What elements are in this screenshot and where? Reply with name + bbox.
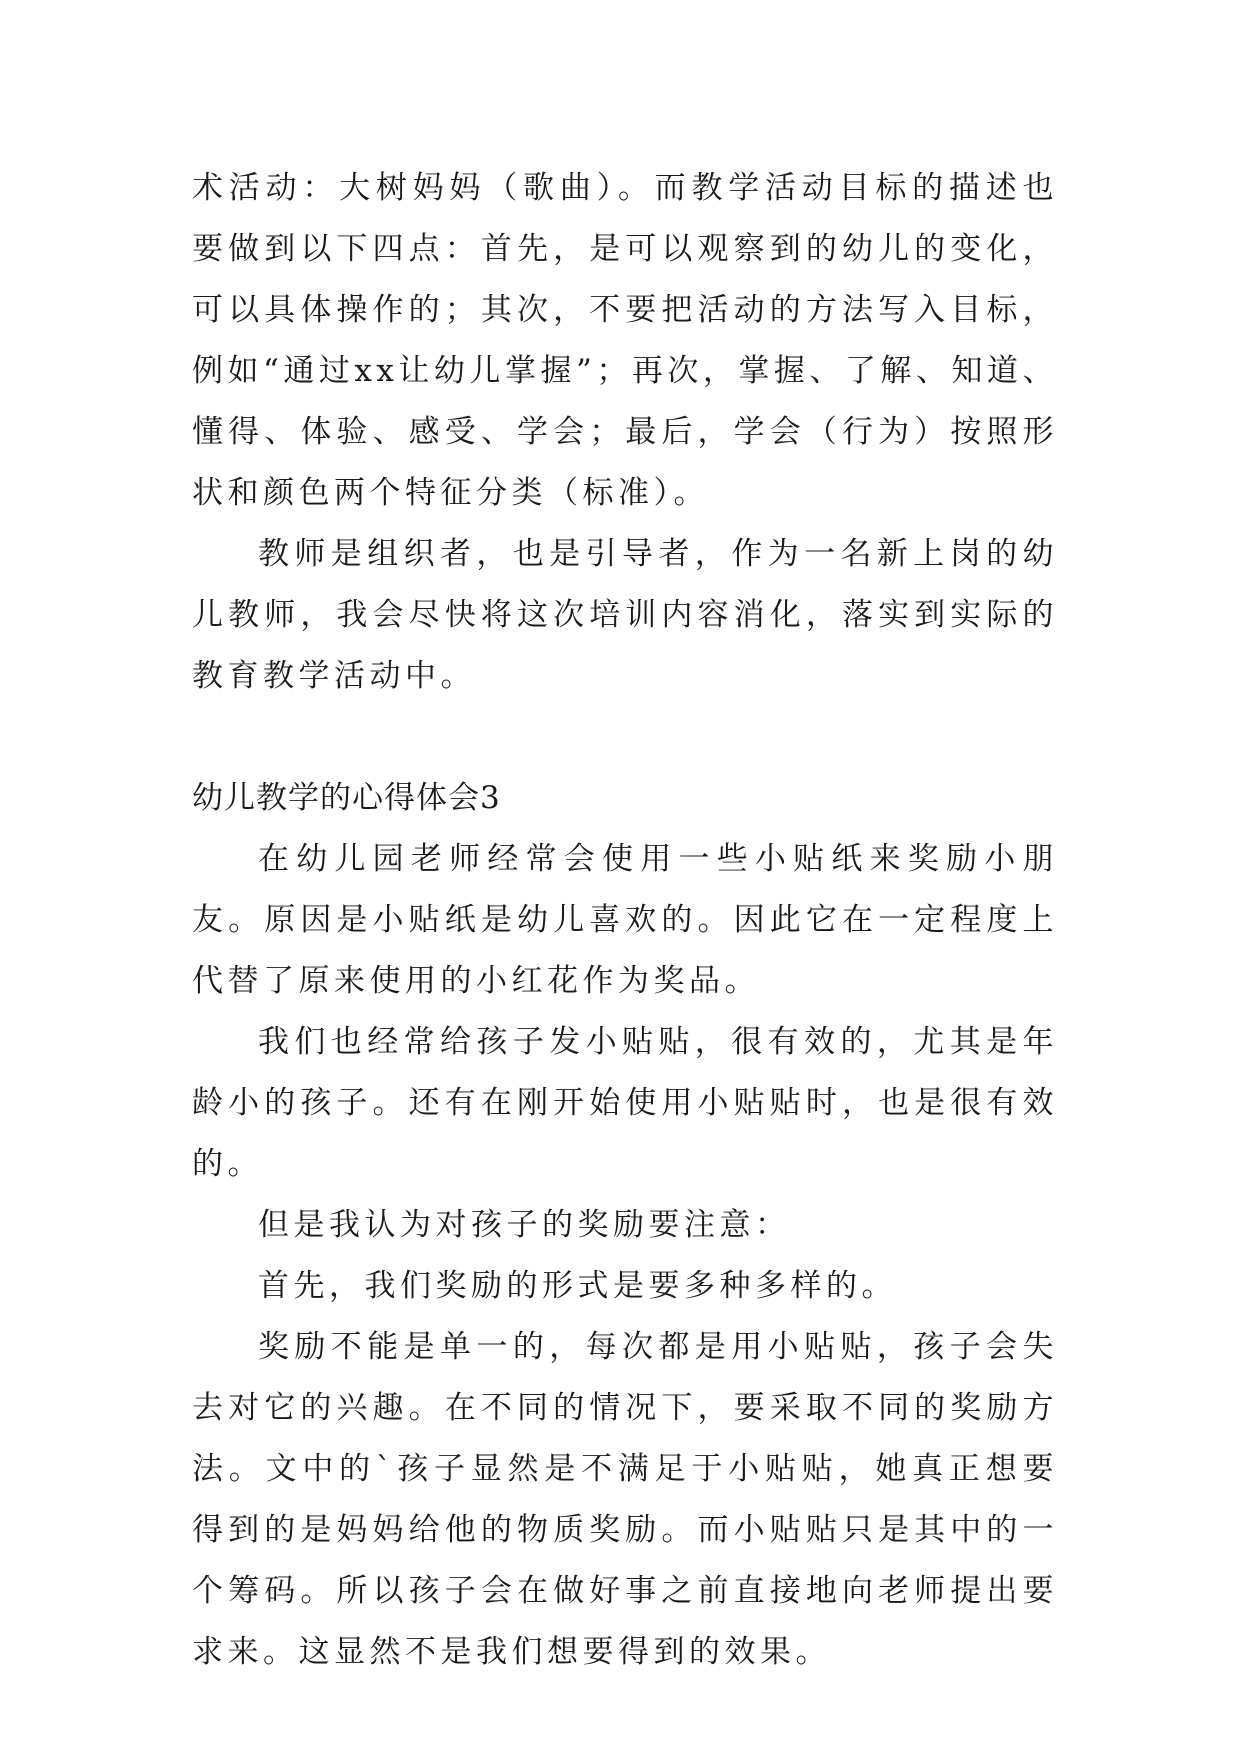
section-heading: 幼儿教学的心得体会3 (192, 780, 501, 816)
section-spacer (192, 707, 1058, 768)
paragraph-reward-variety: 奖励不能是单一的，每次都是用小贴贴，孩子会失去对它的兴趣。在不同的情况下，要采取不同的奖励方法。文中的`孩子显然是不满足于小贴贴，她真正想要得到的是妈妈给他的物质奖励。而小贴贴只是其中的一个筹码。所以孩子会在做好事之前直接地向老师提出要求来。这显然不是我们想要得到的效果。 (192, 1329, 1058, 1670)
paragraph-stickers-effective: 我们也经常给孩子发小贴贴，很有效的，尤其是年龄小的孩子。还有在刚开始使用小贴贴时，也是很有效的。 (192, 1024, 1058, 1182)
paragraph-reward-caution: 但是我认为对孩子的奖励要注意： (258, 1207, 791, 1243)
paragraph-stickers-intro: 在幼儿园老师经常会使用一些小贴纸来奖励小朋友。原因是小贴纸是幼儿喜欢的。因此它在一定程度上代替了原来使用的小红花作为奖品。 (192, 841, 1058, 999)
paragraph-first-point: 首先，我们奖励的形式是要多种多样的。 (258, 1268, 897, 1304)
paragraph-activity-goals: 术活动：大树妈妈（歌曲）。而教学活动目标的描述也要做到以下四点：首先，是可以观察到的幼儿的变化，可以具体操作的；其次，不要把活动的方法写入目标，例如“通过xx让幼儿掌握”；再次，掌握、了解、知道、懂得、体验、感受、学会；最后，学会（行为）按照形状和颜色两个特征分类（标准）。 (192, 170, 1058, 511)
document-body (192, 158, 1058, 1683)
paragraph-teacher-role: 教师是组织者，也是引导者，作为一名新上岗的幼儿教师，我会尽快将这次培训内容消化，落实到实际的教育教学活动中。 (192, 536, 1058, 694)
